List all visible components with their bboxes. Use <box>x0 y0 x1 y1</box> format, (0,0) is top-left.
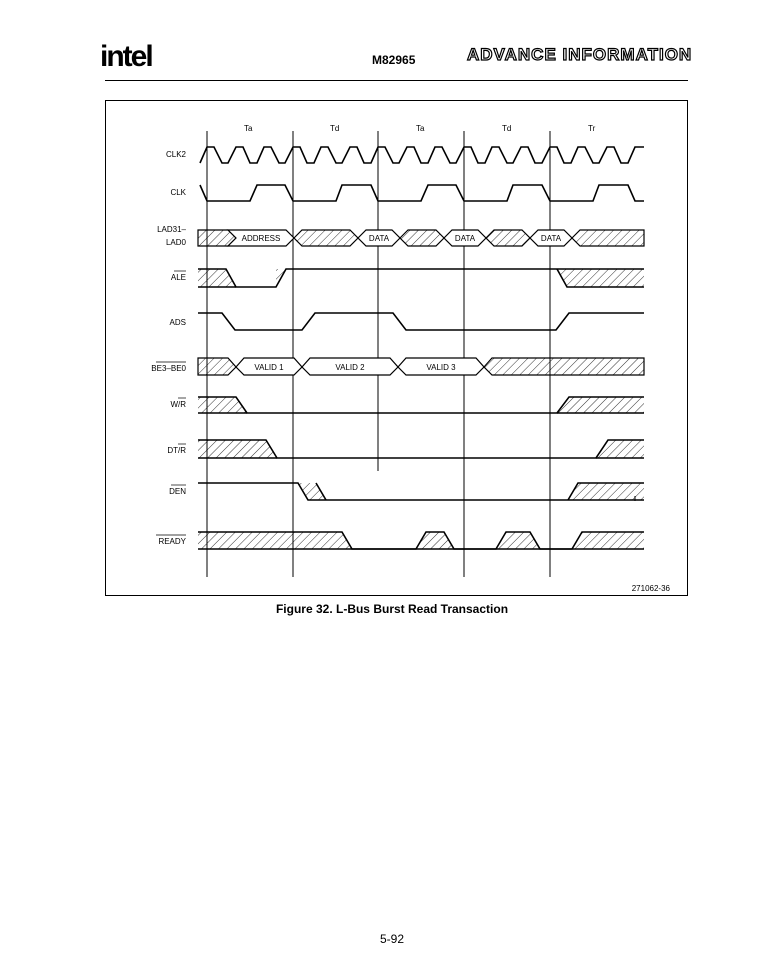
timing-diagram <box>105 100 688 596</box>
status-banner: ADVANCE INFORMATION <box>467 45 693 64</box>
bus-label-valid: VALID 2 <box>335 363 365 372</box>
signal-lad-top: LAD31– <box>157 225 186 234</box>
signal-be: BE3–BE0 <box>151 364 186 373</box>
signal-lad-bottom: LAD0 <box>165 238 186 247</box>
part-number: M82965 <box>372 53 416 67</box>
phase-label: Td <box>330 124 340 133</box>
signal-ale: ALE <box>170 273 186 282</box>
bus-label-data: DATA <box>454 234 476 243</box>
header-rule <box>105 80 688 81</box>
page-number: 5-92 <box>379 932 405 946</box>
bus-label-address: ADDRESS <box>241 234 281 243</box>
den-waveform <box>198 483 644 500</box>
phase-label: Ta <box>416 124 425 133</box>
signal-clk2: CLK2 <box>165 150 186 159</box>
bus-label-data: DATA <box>540 234 562 243</box>
clk2-waveform <box>200 147 644 163</box>
signal-clk: CLK <box>170 188 186 197</box>
signal-den: DEN <box>169 487 186 496</box>
ale-waveform <box>198 269 644 287</box>
dtr-waveform <box>198 440 644 458</box>
clk-waveform <box>200 185 644 201</box>
bus-label-valid: VALID 1 <box>254 363 284 372</box>
ready-waveform <box>198 532 644 549</box>
figure-caption: Figure 32. L-Bus Burst Read Transaction <box>275 602 509 616</box>
signal-ready: READY <box>158 537 186 546</box>
phase-label: Ta <box>244 124 253 133</box>
intel-logo: intel <box>100 40 152 73</box>
wr-waveform <box>198 397 644 413</box>
figure-ref-number: 271062-36 <box>631 584 670 593</box>
phase-label: Tr <box>588 124 596 133</box>
signal-dtr: DT/R <box>167 446 186 455</box>
bus-label-data: DATA <box>368 234 390 243</box>
ads-waveform <box>198 313 644 330</box>
phase-label: Td <box>502 124 512 133</box>
phase-lines <box>207 131 635 577</box>
signal-ads: ADS <box>169 318 186 327</box>
signal-wr: W/R <box>170 400 186 409</box>
bus-label-valid: VALID 3 <box>426 363 456 372</box>
